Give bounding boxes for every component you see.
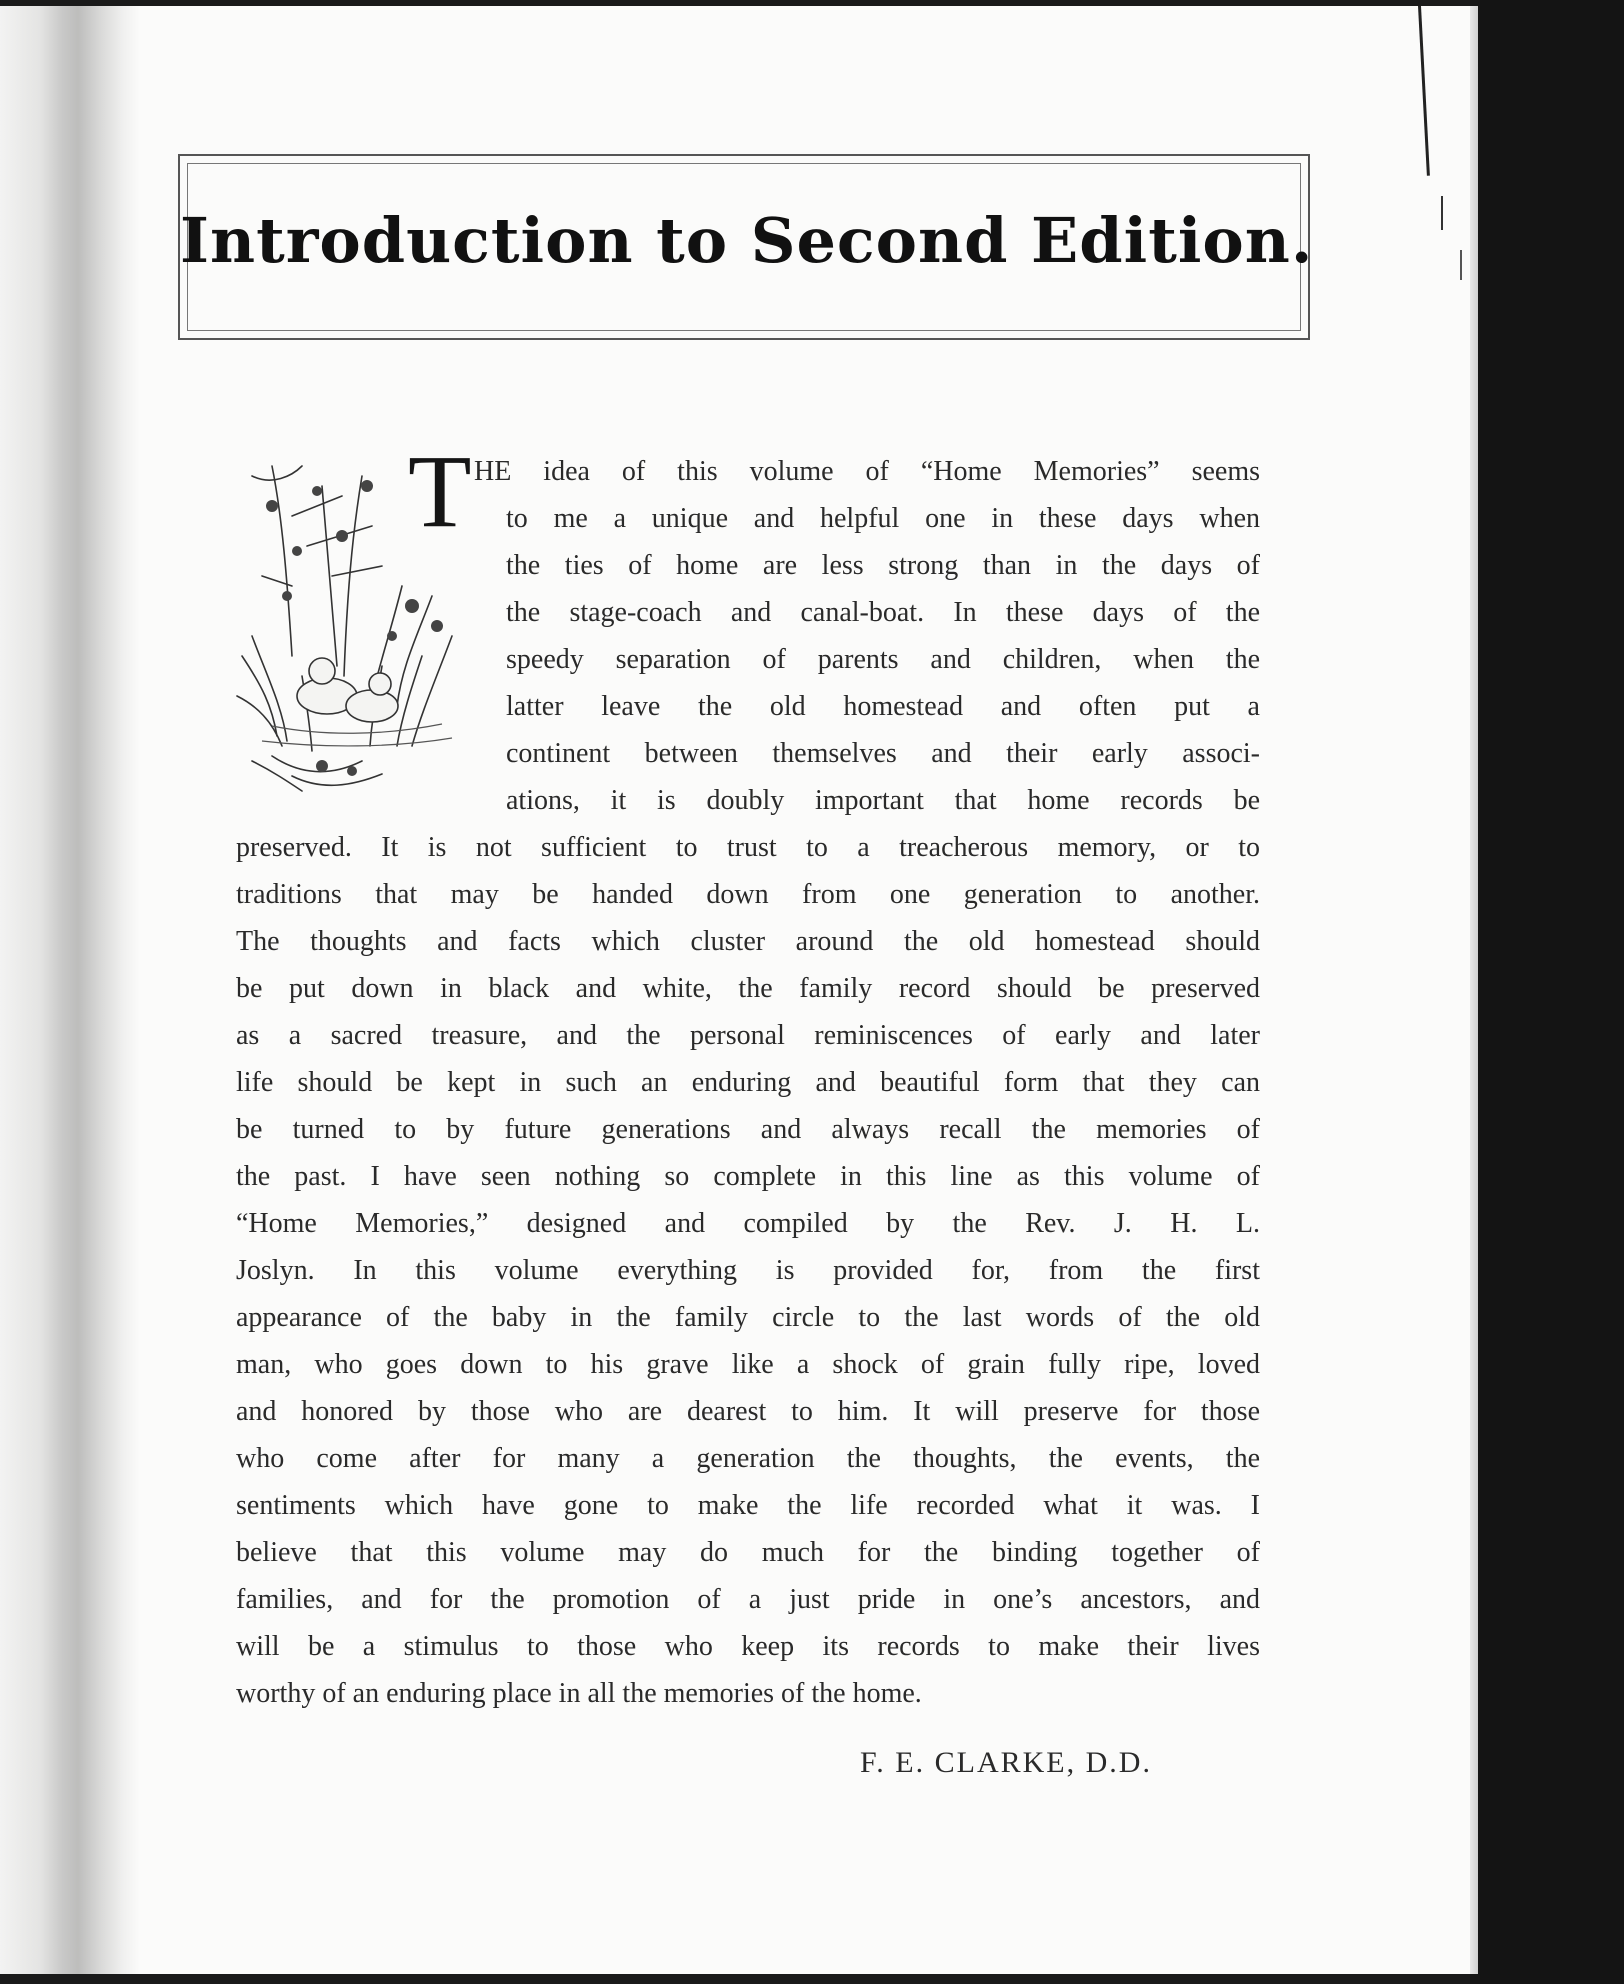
body-line: and honored by those who are dearest to him. It will preserve for those [236,1396,1260,1427]
body-line: speedy separation of parents and children, when the [506,644,1260,675]
body-line: the past. I have seen nothing so complete in this line as this volume of [236,1161,1260,1192]
body-line: traditions that may be handed down from one generation to another. [236,879,1260,910]
body-line: who come after for many a generation the thoughts, the events, the [236,1443,1260,1474]
page-edge-mark [1441,196,1443,230]
body-line: latter leave the old homestead and often put a [506,691,1260,722]
page-title: Introduction to Second Edition. [180,204,1314,277]
body-line: be turned to by future generations and always recall the memories of [236,1114,1260,1145]
body-line: The thoughts and facts which cluster around the old homestead should [236,926,1260,957]
body-line: believe that this volume may do much for the binding together of [236,1537,1260,1568]
body-line: will be a stimulus to those who keep its records to make their lives [236,1631,1260,1662]
book-page [0,6,1478,1974]
body-line: Joslyn. In this volume everything is provided for, from the first [236,1255,1260,1286]
title-frame [178,154,1314,340]
body-line: families, and for the promotion of a just pride in one’s ancestors, and [236,1584,1260,1615]
body-line: “Home Memories,” designed and compiled by the Rev. J. H. L. [236,1208,1260,1239]
body-line: sentiments which have gone to make the life recorded what it was. I [236,1490,1260,1521]
page-edge-mark [1460,250,1462,280]
body-line: be put down in black and white, the family record should be preserved [236,973,1260,1004]
body-line: HE idea of this volume of “Home Memories” seems [474,456,1260,487]
drop-cap: T [408,434,472,549]
body-line: worthy of an enduring place in all the memories of the home. [236,1678,922,1709]
page-edge [1470,6,1478,1974]
body-line: preserved. It is not sufficient to trust to a treacherous memory, or to [236,832,1260,863]
body-line: the stage-coach and canal-boat. In these days of the [506,597,1260,628]
body-line: life should be kept in such an enduring and beautiful form that they can [236,1067,1260,1098]
scanner-background [1470,0,1624,1984]
author-signature: F. E. CLARKE, D.D. [860,1746,1152,1779]
body-line: continent between themselves and their early associ- [506,738,1260,769]
body-line: to me a unique and helpful one in these days when [506,503,1260,534]
body-line: the ties of home are less strong than in the days of [506,550,1260,581]
page-gutter-shadow [0,6,140,1974]
body-line: man, who goes down to his grave like a shock of grain fully ripe, loved [236,1349,1260,1380]
body-line: ations, it is doubly important that home records be [506,785,1260,816]
body-line: appearance of the baby in the family circle to the last words of the old [236,1302,1260,1333]
body-line: as a sacred treasure, and the personal reminiscences of early and later [236,1020,1260,1051]
